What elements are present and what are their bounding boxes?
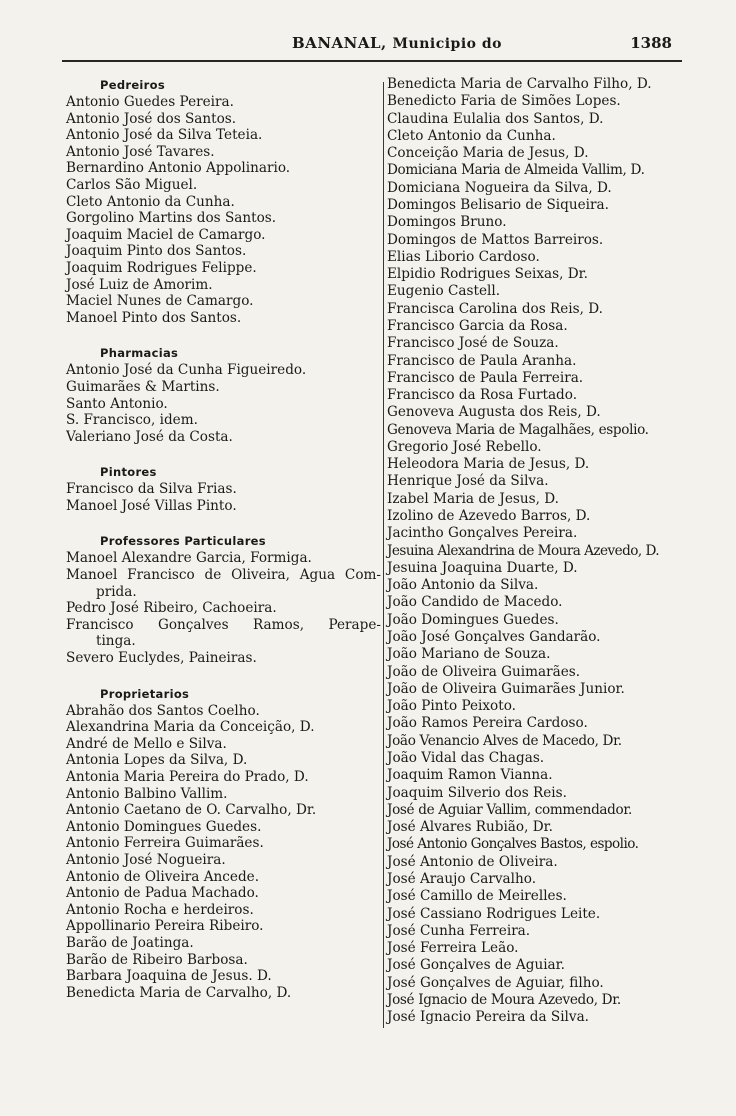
list-item: Abrahão dos Santos Coelho.	[66, 702, 260, 719]
list-item: Genoveva Augusta dos Reis, D.	[387, 404, 601, 421]
section-gap	[66, 667, 381, 685]
list-item: Antonia Maria Pereira do Prado, D.	[66, 769, 309, 785]
list-item: Bernardino Antonio Appolinario.	[66, 160, 291, 177]
list-item: João Antonio da Silva.	[387, 577, 539, 594]
list-item: Francisco da Silva Frias.	[66, 481, 237, 498]
list-item: Appollinario Pereira Ribeiro.	[66, 918, 264, 935]
list-item: Gorgolino Martins dos Santos.	[66, 210, 277, 227]
section-gap	[66, 514, 381, 532]
list-item: José Gonçalves de Aguiar, filho.	[387, 974, 604, 991]
list-item: Antonio de Padua Machado.	[66, 885, 259, 902]
list-item: Genoveva Maria de Magalhães, espolio.	[387, 421, 649, 438]
list-item: Benedicta Maria de Carvalho Filho, D.	[387, 76, 652, 92]
list-item: Henrique José da Silva.	[387, 473, 549, 490]
list-item: Cleto Antonio da Cunha.	[387, 127, 556, 144]
list-item: Manoel Alexandre Garcia, Formiga.	[66, 550, 312, 567]
list-item: Jesuina Joaquina Duarte, D.	[387, 559, 578, 576]
list-item: João Domingues Guedes.	[387, 611, 559, 628]
list-item: Gregorio José Rebello.	[387, 438, 542, 455]
list-item: Francisca Carolina dos Reis, D.	[387, 300, 603, 317]
list-item: Carlos São Miguel.	[66, 176, 198, 193]
section-title: Pintores	[100, 465, 157, 480]
list-item: Joaquim Pinto dos Santos.	[66, 243, 247, 260]
list-item: José Cunha Ferreira.	[387, 922, 531, 939]
section-pharmacias	[66, 344, 381, 445]
list-item: Eugenio Castell.	[387, 283, 501, 300]
section-proprietarios	[66, 685, 381, 1002]
list-item: Domiciana Maria de Almeida Vallim, D.	[387, 162, 645, 179]
list-item: Manoel Pinto dos Santos.	[66, 309, 242, 326]
list-item: Francisco Gonçalves Ramos, Perape-	[66, 616, 381, 633]
list-item: Antonio José dos Santos.	[66, 110, 237, 127]
list-item: Izabel Maria de Jesus, D.	[387, 490, 559, 507]
list-item: Francisco da Rosa Furtado.	[387, 387, 578, 404]
header-rule	[62, 60, 682, 62]
section-gap	[66, 445, 381, 463]
list-item: Santo Antonio.	[66, 395, 168, 412]
list-item: Domiciana Nogueira da Silva, D.	[387, 179, 612, 196]
list-item: Domingos Bruno.	[387, 214, 507, 231]
list-item: Pedro José Ribeiro, Cachoeira.	[66, 600, 277, 617]
list-item: José Ignacio Pereira da Silva.	[387, 1009, 590, 1026]
section-pintores	[66, 463, 381, 514]
list-item: Antonio Balbino Vallim.	[66, 785, 228, 802]
list-item: José Ferreira Leão.	[387, 940, 519, 957]
list-item: José Antonio de Oliveira.	[387, 853, 558, 870]
list-item: Izolino de Azevedo Barros, D.	[387, 508, 591, 525]
list-item: Antonio José Tavares.	[66, 143, 215, 160]
section-professores	[66, 532, 381, 666]
list-item: João Vidal das Chagas.	[387, 749, 545, 766]
list-item: Antonio Ferreira Guimarães.	[66, 835, 264, 852]
section-gap	[66, 326, 381, 344]
right-column	[387, 76, 707, 1026]
list-item: S. Francisco, idem.	[66, 412, 198, 429]
section-title: Proprietarios	[100, 686, 190, 701]
list-item: João José Gonçalves Gandarão.	[387, 629, 601, 645]
list-item: Antonia Lopes da Silva, D.	[66, 752, 248, 769]
list-item: José Luiz de Amorim.	[66, 276, 213, 293]
list-item: Elpidio Rodrigues Seixas, Dr.	[387, 266, 588, 283]
list-item: Antonio José da Cunha Figueiredo.	[66, 362, 307, 379]
list-item: Guimarães & Martins.	[66, 378, 220, 395]
list-item: Francisco Garcia da Rosa.	[387, 317, 568, 334]
list-item: Heleodora Maria de Jesus, D.	[387, 456, 590, 473]
left-column	[66, 76, 381, 1001]
place-name: BANANAL,	[292, 34, 387, 52]
list-item: José Camillo de Meirelles.	[387, 888, 567, 905]
list-item: Joaquim Rodrigues Felippe.	[66, 259, 257, 276]
list-item: André de Mello e Silva.	[66, 735, 227, 752]
list-item: João Mariano de Souza.	[387, 646, 551, 663]
list-item: José de Aguiar Vallim, commendador.	[387, 801, 632, 818]
list-item: Jesuina Alexandrina de Moura Azevedo, D.	[387, 542, 660, 559]
page-header	[60, 34, 680, 58]
list-item: Domingos Belisario de Siqueira.	[387, 196, 609, 213]
list-item: Antonio Domingues Guedes.	[66, 818, 262, 835]
list-item: José Alvares Rubião, Dr.	[387, 819, 553, 836]
list-item: Benedicto Faria de Simões Lopes.	[387, 93, 621, 110]
section-title: Professores Particulares	[100, 534, 266, 549]
list-item: Manoel Francisco de Oliveira, Agua Com-	[66, 567, 381, 584]
list-item: Francisco de Paula Aranha.	[387, 352, 577, 369]
list-item: Barbara Joaquina de Jesus. D.	[66, 968, 272, 985]
list-item: José Cassiano Rodrigues Leite.	[387, 905, 601, 922]
list-item: Cleto Antonio da Cunha.	[66, 193, 235, 210]
list-item: João Venancio Alves de Macedo, Dr.	[387, 732, 622, 749]
list-item: João de Oliveira Guimarães Junior.	[387, 680, 625, 697]
list-item-continuation: prida.	[96, 583, 137, 600]
list-item: João de Oliveira Guimarães.	[387, 663, 581, 680]
list-item: Antonio Rocha e herdeiros.	[66, 901, 254, 918]
list-item: José Gonçalves de Aguiar.	[387, 957, 565, 974]
list-item: Severo Euclydes, Paineiras.	[66, 650, 257, 667]
list-item-continuation: tinga.	[96, 633, 136, 650]
list-item: João Ramos Pereira Cardoso.	[387, 715, 588, 732]
list-item: Elias Liborio Cardoso.	[387, 248, 540, 265]
list-item: José Ignacio de Moura Azevedo, Dr.	[387, 991, 621, 1008]
list-item: Domingos de Mattos Barreiros.	[387, 231, 604, 248]
list-item: João Candido de Macedo.	[387, 594, 563, 611]
page-number: 1388	[630, 34, 672, 52]
list-item: Maciel Nunes de Camargo.	[66, 293, 254, 310]
list-item: Alexandrina Maria da Conceição, D.	[66, 719, 315, 736]
section-pedreiros	[66, 76, 381, 326]
running-title	[292, 34, 502, 52]
section-title: Pharmacias	[100, 346, 179, 361]
list-item: Francisco José de Souza.	[387, 335, 559, 352]
list-item: Conceição Maria de Jesus, D.	[387, 145, 589, 162]
section-title: Pedreiros	[100, 78, 165, 92]
list-item: Antonio José Nogueira.	[66, 851, 226, 868]
list-item: Joaquim Silverio dos Reis.	[387, 784, 567, 801]
list-item: Antonio José da Silva Teteia.	[66, 127, 263, 144]
list-item: Jacintho Gonçalves Pereira.	[387, 525, 578, 542]
list-item: Antonio Guedes Pereira.	[66, 94, 234, 110]
list-item: José Araujo Carvalho.	[387, 870, 537, 887]
list-item: Claudina Eulalia dos Santos, D.	[387, 110, 604, 127]
list-item: João Pinto Peixoto.	[387, 698, 516, 715]
list-item: Antonio Caetano de O. Carvalho, Dr.	[66, 802, 317, 819]
title-rest: Municipio do	[392, 36, 502, 52]
list-item: Valeriano José da Costa.	[66, 428, 233, 445]
list-item: Francisco de Paula Ferreira.	[387, 369, 584, 386]
list-item: Barão de Joatinga.	[66, 934, 194, 951]
list-item: Antonio de Oliveira Ancede.	[66, 868, 260, 885]
list-item: Manoel José Villas Pinto.	[66, 497, 237, 514]
list-item: Joaquim Ramon Vianna.	[387, 767, 553, 784]
list-item: Benedicta Maria de Carvalho, D.	[66, 984, 292, 1001]
list-item: Barão de Ribeiro Barbosa.	[66, 951, 248, 968]
column-divider	[383, 82, 384, 1028]
list-item: José Antonio Gonçalves Bastos, espolio.	[387, 836, 639, 853]
list-item: Joaquim Maciel de Camargo.	[66, 226, 266, 243]
